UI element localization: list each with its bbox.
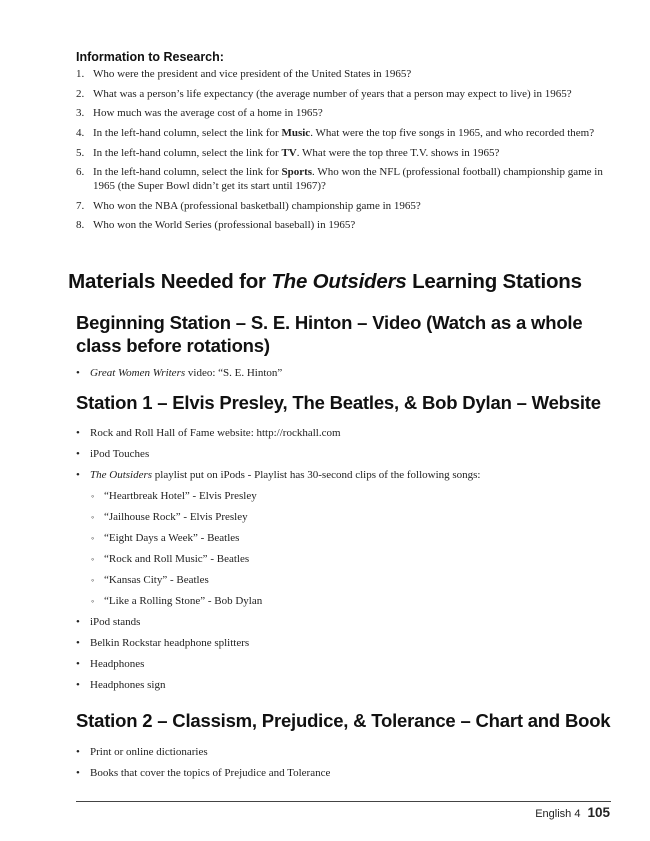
station-2-heading: Station 2 – Classism, Prejudice, & Tolerance – Chart and Book [76,710,611,731]
list-item: • Headphones [76,658,145,670]
list-item: • Books that cover the topics of Prejudice and Tolerance [76,767,331,779]
list-item: • Headphones sign [76,679,166,691]
beginning-station-heading: Beginning Station – S. E. Hinton – Video (Watch as a whole class before rotations) [76,312,583,356]
list-item: • Print or online dictionaries [76,746,208,758]
song-item: ◦ “Jailhouse Rock” - Elvis Presley [91,511,248,523]
list-item: • Great Women Writers video: “S. E. Hinton” [76,367,283,379]
question-7: 7. Who won the NBA (professional basketball) championship game in 1965? [76,199,421,212]
list-item: • Rock and Roll Hall of Fame website: http://rockhall.com [76,427,341,439]
question-8: 8. Who won the World Series (professional baseball) in 1965? [76,219,356,232]
research-questions-list [76,68,616,239]
station-2-list [76,745,616,787]
research-heading: Information to Research: [76,50,224,64]
footer-divider [76,801,611,802]
song-item: ◦ “Like a Rolling Stone” - Bob Dylan [91,595,263,607]
question-5: 5. In the left-hand column, select the link for TV. What were the top three T.V. shows in 1965? [76,146,500,159]
page-number: 105 [587,805,610,820]
song-item: ◦ “Heartbreak Hotel” - Elvis Presley [91,490,257,502]
station-1-heading: Station 1 – Elvis Presley, The Beatles, & Bob Dylan – Website [76,392,601,413]
song-item: ◦ “Rock and Roll Music” - Beatles [91,553,250,565]
station-1-list [76,426,616,699]
list-item: • iPod Touches [76,448,150,460]
question-6: 6. In the left-hand column, select the link for Sports. Who won the NFL (professional football) championship game in 1965 (the Super Bowl didn’t get its start until 1967)? [76,166,603,192]
page-footer [535,805,610,820]
list-item: • iPod stands [76,616,141,628]
beginning-station-list [76,366,616,387]
question-3: 3. How much was the average cost of a home in 1965? [76,107,323,120]
materials-title: Materials Needed for The Outsiders Learning Stations [68,270,582,293]
list-item: • The Outsiders playlist put on iPods - Playlist has 30-second clips of the following songs: [76,469,481,481]
question-1: 1. Who were the president and vice president of the United States in 1965? [76,68,412,80]
list-item: • Belkin Rockstar headphone splitters [76,637,250,649]
footer-label: English 4 [535,808,581,820]
question-4: 4. In the left-hand column, select the link for Music. What were the top five songs in 1965, and who recorded them? [76,127,595,140]
question-2: 2. What was a person’s life expectancy (the average number of years that a person may expect to live) in 1965? [76,87,572,100]
song-item: ◦ “Kansas City” - Beatles [91,574,209,586]
song-item: ◦ “Eight Days a Week” - Beatles [91,532,240,544]
